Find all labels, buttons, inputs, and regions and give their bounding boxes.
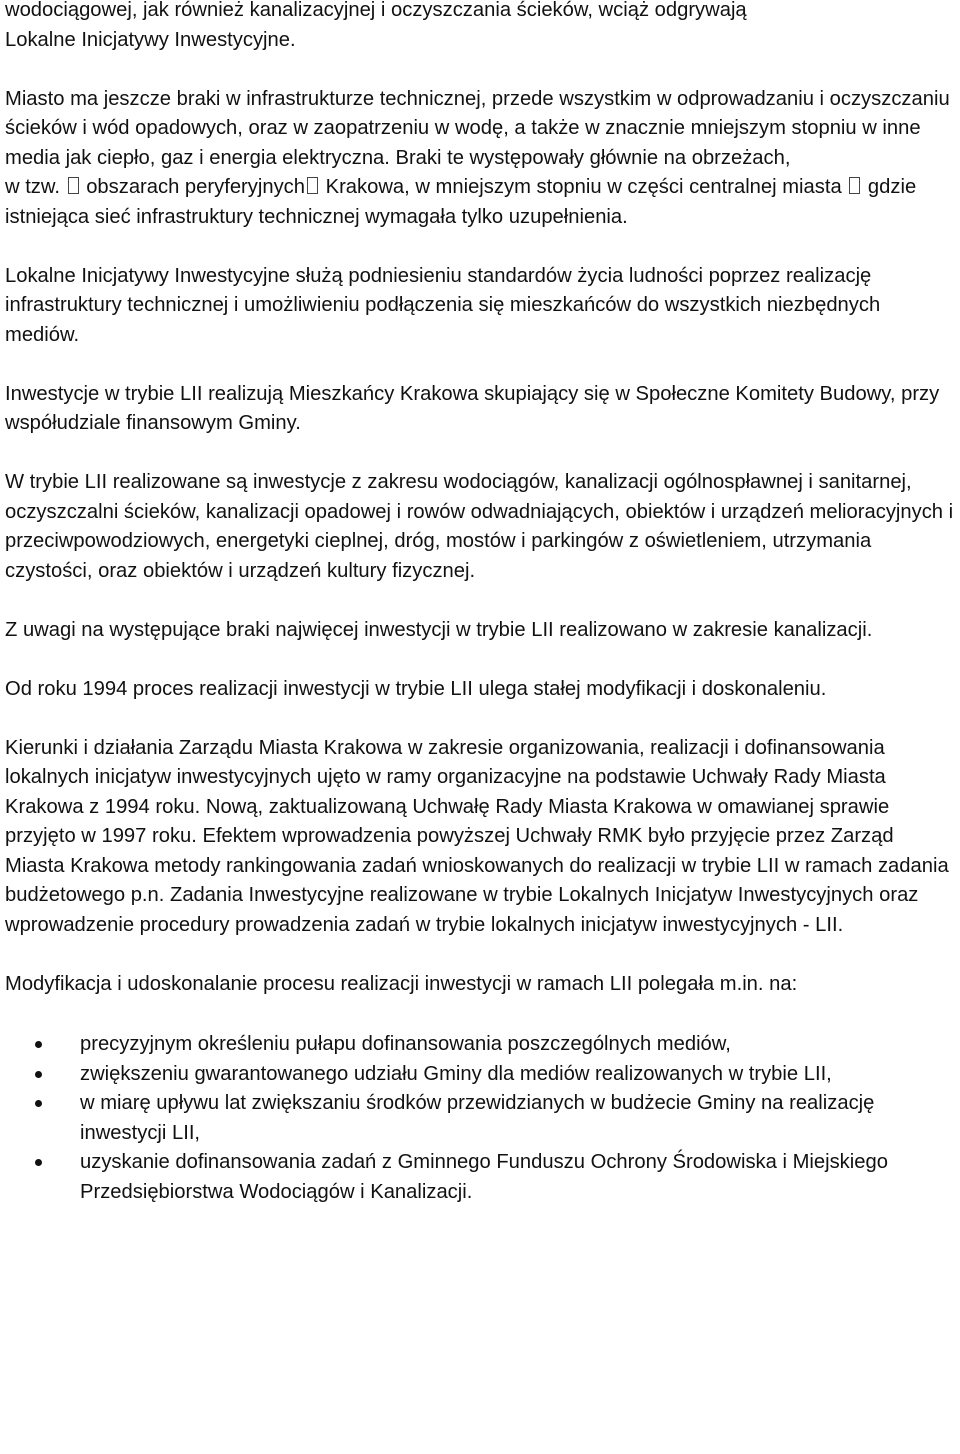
- paragraph-scope: W trybie LII realizowane są inwestycje z zakresu wodociągów, kanalizacji ogólnospławnej i sanitarnej, oczyszczalni ścieków, kanalizacji opadowej i rowów odwadniających, obiektów i urządzeń melioracyjnych i przeciwpowodziowych, energetyki cieplnej, dróg, mostów i parkingów z oświetleniem, utrzymania czystości, oraz obiektów i urządzeń kultury fizycznej.: [5, 471, 954, 582]
- paragraph-since-1994: Od roku 1994 proces realizacji inwestycji w trybie LII ulega stałej modyfikacji i doskonaleniu.: [5, 677, 827, 700]
- list-item: zwiększeniu gwarantowanego udziału Gminy dla mediów realizowanych w trybie LII,: [5, 1060, 955, 1090]
- p1-text-e: gdzie istniejąca sieć infrastruktury technicznej wymagała tylko uzupełnienia.: [5, 176, 917, 228]
- p1-text-a: Miasto ma jeszcze braki w infrastrukturze technicznej, przede wszystkim w odprowadzaniu i oczyszczaniu ścieków i wód opadowych, oraz w zaopatrzeniu w wodę, a także w znacznie mniejszym stopniu w inne media jak ciepło, gaz i energia elektryczna. Braki te występowały głównie na obrzeżach,: [5, 87, 950, 169]
- paragraph-purpose: Lokalne Inicjatywy Inwestycyjne służą podniesieniu standardów życia ludności poprzez realizację infrastruktury technicznej i umożliwieniu podłączenia się mieszkańców do wszystkich niezbędnych mediów.: [5, 264, 881, 346]
- paragraph-sewerage: Z uwagi na występujące braki najwięcej inwestycji w trybie LII realizowano w zakresie kanalizacji.: [5, 618, 873, 641]
- missing-glyph-icon: [849, 177, 860, 194]
- p1-text-d: Krakowa, w mniejszym stopniu w części centralnej miasta: [325, 176, 842, 198]
- p1-text-c: obszarach peryferyjnych: [86, 176, 305, 198]
- list-item: w miarę upływu lat zwiększaniu środków przewidzianych w budżecie Gminy na realizację inwestycji LII,: [5, 1089, 955, 1148]
- p1-text-b: w tzw.: [5, 176, 60, 198]
- missing-glyph-icon: [68, 177, 79, 194]
- list-item: uzyskanie dofinansowania zadań z Gminnego Funduszu Ochrony Środowiska i Miejskiego Przedsiębiorstwa Wodociągów i Kanalizacji.: [5, 1148, 955, 1207]
- document-body: [5, 0, 955, 1207]
- paragraph-directions: Kierunki i działania Zarządu Miasta Krakowa w zakresie organizowania, realizacji i dofinansowania lokalnych inicjatyw inwestycyjnych ujęto w ramy organizacyjne na podstawie Uchwały Rady Miasta Krakowa z 1994 roku. Nową, zaktualizowaną Uchwałę Rady Miasta Krakowa w omawianej sprawie przyjęto w 1997 roku. Efektem wprowadzenia powyższej Uchwały RMK było przyjęcie przez Zarząd Miasta Krakowa metody rankingowania zadań wnioskowanych do realizacji w trybie LII w ramach zadania budżetowego p.n. Zadania Inwestycyjne realizowane w trybie Lokalnych Inicjatyw Inwestycyjnych oraz wprowadzenie procedury prowadzenia zadań w trybie lokalnych inicjatyw inwestycyjnych - LII.: [5, 736, 949, 936]
- paragraph-infrastructure-gaps: [5, 85, 955, 233]
- paragraph-residents: Inwestycje w trybie LII realizują Mieszkańcy Krakowa skupiający się w Społeczne Komitety Budowy, przy współudziale finansowym Gminy.: [5, 382, 940, 434]
- modifications-list: [5, 1030, 955, 1207]
- missing-glyph-icon: [307, 177, 318, 194]
- paragraph-modifications: Modyfikacja i udoskonalanie procesu realizacji inwestycji w ramach LII polegała m.in. na:: [5, 972, 798, 995]
- intro-paragraph: [5, 0, 955, 55]
- list-item: precyzyjnym określeniu pułapu dofinansowania poszczególnych mediów,: [5, 1030, 955, 1060]
- intro-line-2: Lokalne Inicjatywy Inwestycyjne.: [5, 28, 296, 51]
- intro-line-1: wodociągowej, jak również kanalizacyjnej i oczyszczania ścieków, wciąż odgrywają: [5, 0, 747, 21]
